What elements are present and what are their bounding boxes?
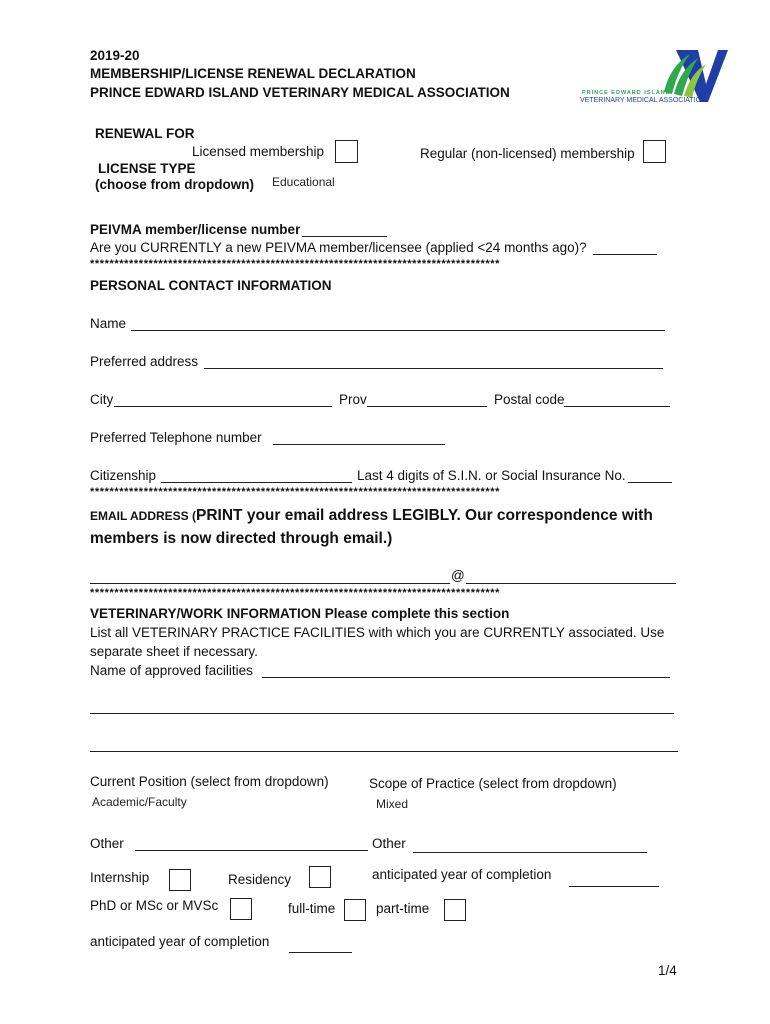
position-dropdown[interactable]: Academic/Faculty: [92, 795, 187, 809]
citizenship-label: Citizenship: [90, 468, 157, 483]
renewal-heading: RENEWAL FOR: [95, 126, 195, 141]
phone-field[interactable]: [273, 444, 445, 445]
regular-membership-label: Regular (non-licensed) membership: [420, 146, 635, 161]
residency-checkbox[interactable]: [309, 866, 331, 888]
phone-label: Preferred Telephone number: [90, 430, 262, 445]
form-title: MEMBERSHIP/LICENSE RENEWAL DECLARATION: [90, 66, 416, 81]
regular-membership-checkbox[interactable]: [643, 140, 666, 163]
email-label-large-1: PRINT your email address LEGIBLY. Our correspondence with: [196, 507, 653, 524]
completion-year-field-2[interactable]: [289, 952, 352, 953]
postal-code-field[interactable]: [564, 406, 670, 407]
scope-label: Scope of Practice (select from dropdown): [369, 776, 617, 791]
address-label: Preferred address: [90, 354, 199, 369]
other-scope-field[interactable]: [413, 852, 647, 853]
license-type-dropdown[interactable]: Educational: [272, 175, 335, 189]
phd-label: PhD or MSc or MVSc: [90, 898, 219, 913]
facilities-field-2[interactable]: [90, 713, 674, 714]
other-scope-label: Other: [372, 836, 406, 851]
fulltime-label: full-time: [288, 901, 336, 916]
other-position-field[interactable]: [135, 850, 368, 851]
licensed-membership-checkbox[interactable]: [335, 140, 358, 163]
page-number: 1/4: [658, 963, 677, 978]
internship-checkbox[interactable]: [169, 869, 191, 891]
contact-heading: PERSONAL CONTACT INFORMATION: [90, 278, 332, 293]
email-label-large-2: members is now directed through email.): [90, 530, 393, 547]
logo-bottom-text: VETERINARY MEDICAL ASSOCIATION: [580, 97, 707, 104]
email-at-sign: @: [451, 568, 465, 583]
licensed-membership-label: Licensed membership: [192, 144, 325, 159]
separator: ************************************************************************************: [90, 587, 500, 599]
association-logo: [578, 44, 728, 106]
sin-field[interactable]: [628, 482, 672, 483]
separator: ************************************************************************************: [90, 486, 500, 498]
member-number-field[interactable]: [302, 236, 387, 237]
address-field[interactable]: [204, 368, 663, 369]
city-label: City: [90, 392, 114, 407]
other-position-label: Other: [90, 836, 124, 851]
work-instructions-1: List all VETERINARY PRACTICE FACILITIES with which you are CURRENTLY associated. Use: [90, 625, 665, 640]
association-name: PRINCE EDWARD ISLAND VETERINARY MEDICAL ASSOCIATION: [90, 85, 510, 100]
sin-label: Last 4 digits of S.I.N. or Social Insurance No.: [357, 468, 626, 483]
new-member-answer-field[interactable]: [593, 254, 657, 255]
scope-dropdown[interactable]: Mixed: [376, 797, 409, 811]
new-member-question: Are you CURRENTLY a new PEIVMA member/licensee (applied <24 months ago)?: [90, 240, 587, 255]
name-field[interactable]: [131, 330, 665, 331]
fulltime-checkbox[interactable]: [344, 899, 366, 921]
postal-code-label: Postal code: [494, 392, 565, 407]
completion-label-2: anticipated year of completion: [90, 934, 270, 949]
work-heading: VETERINARY/WORK INFORMATION Please complete this section: [90, 606, 510, 621]
facilities-label: Name of approved facilities: [90, 663, 253, 678]
prov-label: Prov: [339, 392, 367, 407]
year: 2019-20: [90, 48, 140, 63]
email-user-field[interactable]: [90, 583, 450, 584]
completion-label-1: anticipated year of completion: [372, 867, 552, 882]
city-field[interactable]: [114, 406, 332, 407]
member-number-label: PEIVMA member/license number: [90, 222, 301, 237]
parttime-label: part-time: [376, 901, 430, 916]
license-type-label: LICENSE TYPE: [98, 161, 196, 176]
logo-top-text: PRINCE EDWARD ISLAND: [582, 90, 671, 96]
email-label-small: EMAIL ADDRESS (: [90, 509, 197, 523]
phd-checkbox[interactable]: [230, 898, 252, 920]
facilities-field-3[interactable]: [90, 751, 678, 752]
email-heading: [90, 507, 653, 525]
completion-year-field-1[interactable]: [569, 886, 659, 887]
separator: ************************************************************************************: [90, 258, 500, 270]
internship-label: Internship: [90, 870, 150, 885]
prov-field[interactable]: [367, 406, 487, 407]
residency-label: Residency: [228, 872, 292, 887]
work-instructions-2: separate sheet if necessary.: [90, 644, 258, 659]
facilities-field-1[interactable]: [262, 677, 670, 678]
name-label: Name: [90, 316, 127, 331]
license-type-hint: (choose from dropdown): [95, 177, 254, 192]
parttime-checkbox[interactable]: [444, 899, 466, 921]
email-domain-field[interactable]: [466, 583, 676, 584]
position-label: Current Position (select from dropdown): [90, 774, 329, 789]
citizenship-field[interactable]: [161, 482, 352, 483]
